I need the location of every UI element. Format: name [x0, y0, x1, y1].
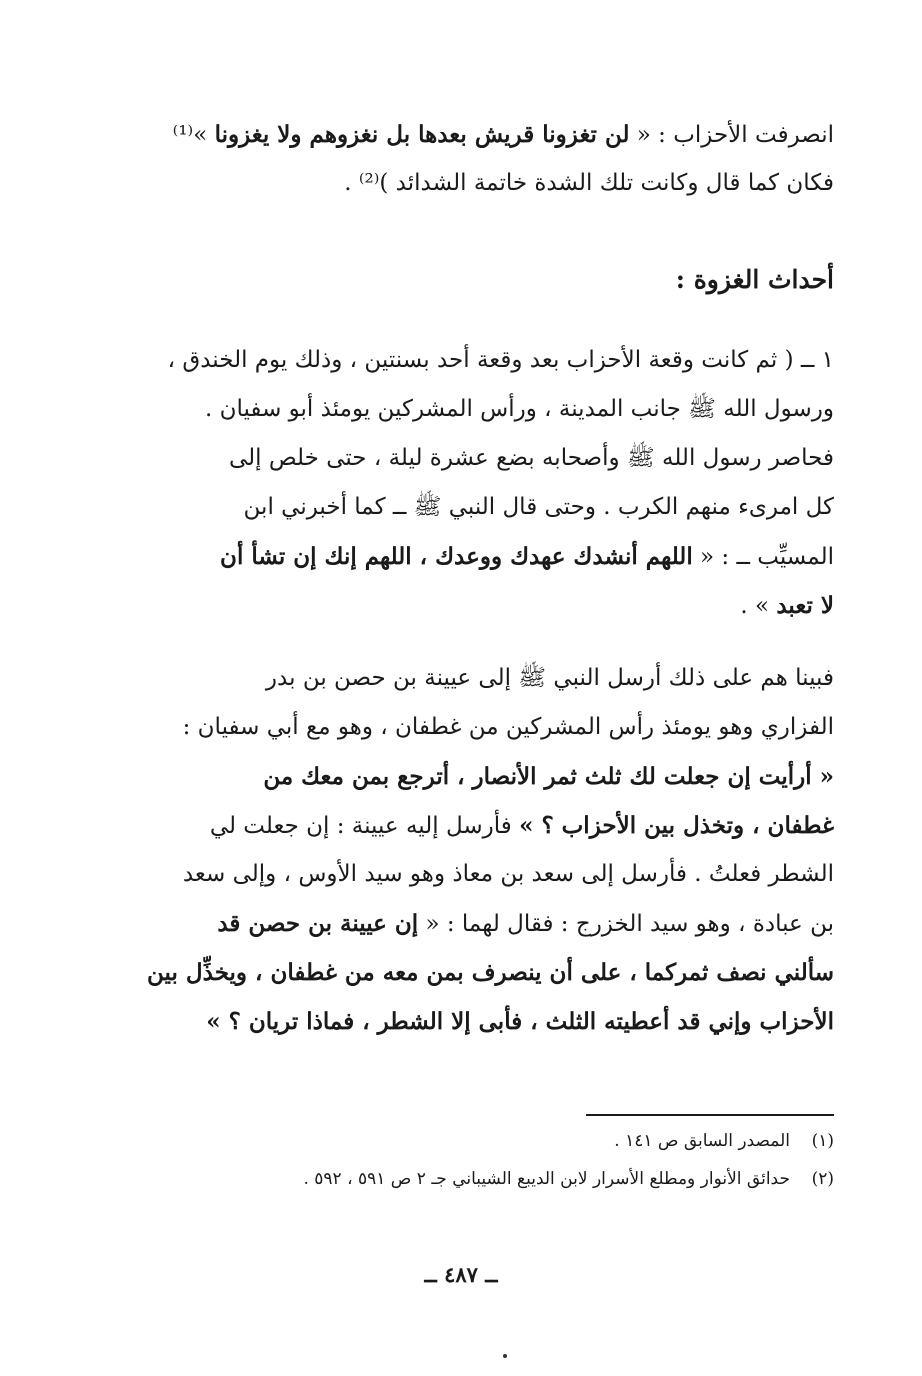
p2-line-2: الفزاري وهو يومئذ رأس المشركين من غطفان ، وهو مع أبي سفيان : [182, 714, 834, 740]
quote-bold: لن تغزونا قريش بعدها بل نغزوهم ولا يغزونا [214, 121, 630, 148]
p2-line-7: سألني نصف ثمركما ، على أن ينصرف بمن معه من غطفان ، ويخذِّل بين [147, 959, 834, 986]
p1-line-6: لا تعبد » . [740, 592, 834, 619]
p2-line-3: « أرأيت إن جعلت لك ثلث ثمر الأنصار ، أترجع بمن معك من [263, 763, 834, 790]
quote-bold: غطفان ، وتخذل بين الأحزاب ؟ » [519, 812, 834, 839]
intro-line-1: انصرفت الأحزاب : « لن تغزونا قريش بعدها بل نغزوهم ولا يغزونا »⁽¹⁾ [172, 121, 834, 148]
footnote-number: (١) [811, 1131, 834, 1151]
p2-line-4: غطفان ، وتخذل بين الأحزاب ؟ » فأرسل إليه عيينة : إن جعلت لي [209, 812, 834, 839]
p1-line-1: ١ ــ ( ثم كانت وقعة الأحزاب بعد وقعة أحد بسنتين ، وذلك يوم الخندق ، [167, 347, 834, 373]
intro-paragraph [84, 110, 834, 208]
section-heading: أحداث الغزوة : [675, 265, 834, 294]
p1-line-4: كل امرىء منهم الكرب . وحتى قال النبي ﷺ ــ كما أخبرني ابن [243, 494, 834, 520]
quote-bold: لا تعبد [776, 592, 834, 619]
footnote-number: (٢) [811, 1169, 834, 1189]
footnote-text: المصدر السابق ص ١٤١ . [614, 1131, 790, 1151]
quote-bold: إن عيينة بن حصن قد [217, 910, 419, 937]
footnote-2 [84, 1164, 834, 1194]
scan-speck [503, 1354, 507, 1358]
paragraph-2 [84, 654, 834, 1046]
footnote-divider [586, 1114, 834, 1116]
p1-line-2: ورسول الله ﷺ جانب المدينة ، ورأس المشركين يومئذ أبو سفيان . [204, 396, 834, 422]
page-number: ــ ٤٨٧ ــ [424, 1262, 498, 1287]
p2-line-1: فبينا هم على ذلك أرسل النبي ﷺ إلى عيينة بن حصن بن بدر [265, 665, 834, 691]
p2-line-8: الأحزاب وإني قد أعطيته الثلث ، فأبى إلا الشطر ، فماذا تريان ؟ » [206, 1008, 834, 1035]
quote-bold: اللهم أنشدك عهدك ووعدك ، اللهم إنك إن تشأ أن [220, 543, 693, 570]
footnote-1 [84, 1126, 834, 1156]
footnote-text: حدائق الأنوار ومطلع الأسرار لابن الديبع الشيباني جـ ٢ ص ٥٩١ ، ٥٩٢ . [303, 1169, 790, 1189]
p1-line-3: فحاصر رسول الله ﷺ وأصحابه بضع عشرة ليلة ، حتى خلص إلى [229, 445, 834, 471]
paragraph-1 [84, 336, 834, 630]
intro-line-2: فكان كما قال وكانت تلك الشدة خاتمة الشدائد )⁽²⁾ . [344, 170, 834, 196]
p1-line-5: المسيِّب ــ : « اللهم أنشدك عهدك ووعدك ، اللهم إنك إن تشأ أن [220, 543, 834, 570]
p2-line-5: الشطر فعلتُ . فأرسل إلى سعد بن معاذ وهو سيد الأوس ، وإلى سعد [182, 861, 834, 887]
p2-line-6: بن عبادة ، وهو سيد الخزرج : فقال لهما : « إن عيينة بن حصن قد [217, 910, 834, 937]
